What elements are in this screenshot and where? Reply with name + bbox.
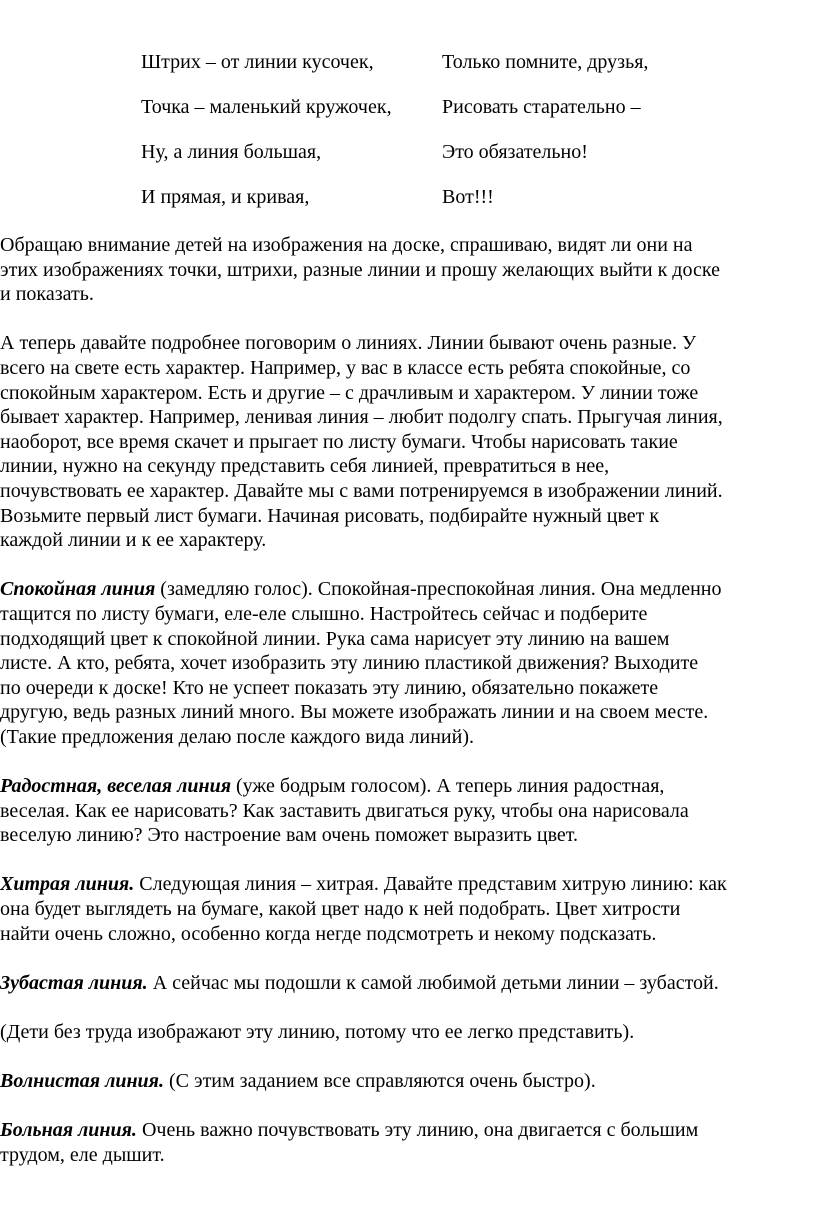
paragraph-line (0, 872, 816, 897)
paragraph-first-line-text: Следующая линия – хитрая. Давайте представим хитрую линию: как (134, 873, 727, 896)
poem-line-left: И прямая, и кривая, (141, 186, 310, 208)
poem-line-right: Это обязательно! (442, 141, 588, 163)
poem-line-right: Рисовать старательно – (442, 96, 641, 118)
paragraph-line: она будет выглядеть на бумаге, какой цвет надо к ней подобрать. Цвет хитрости (0, 898, 681, 921)
body-text (0, 233, 816, 1192)
poem-row (141, 52, 701, 97)
paragraph-first-line-text: (уже бодрым голосом). А теперь линия радостная, (231, 775, 665, 798)
paragraph (0, 774, 816, 848)
paragraph-line: по очереди к доске! Кто не успеет показать эту линию, обязательно покажете (0, 676, 659, 699)
paragraph-line (0, 971, 816, 996)
paragraph-line: спокойным характером. Есть и другие – с драчливым и характером. У линии тоже (0, 381, 699, 404)
paragraph (0, 233, 816, 307)
paragraph-first-line-text: (замедляю голос). Спокойная-преспокойная линия. Она медленно (155, 578, 722, 601)
paragraph-line: найти очень сложно, особенно когда негде подсмотреть и некому подсказать. (0, 922, 657, 945)
paragraph (0, 1069, 816, 1094)
paragraph (0, 577, 816, 749)
paragraph-lead-term: Радостная, веселая линия (0, 775, 231, 798)
paragraph-line: всего на свете есть характер. Например, у вас в классе есть ребята спокойные, со (0, 356, 691, 379)
paragraph-line: наоборот, все время скачет и прыгает по листу бумаги. Чтобы нарисовать такие (0, 430, 678, 453)
paragraph-first-line-text: Очень важно почувствовать эту линию, она двигается с большим (136, 1119, 699, 1142)
paragraph-line: каждой линии и к ее характеру. (0, 529, 267, 552)
paragraph-lead-term: Спокойная линия (0, 578, 156, 601)
paragraph-line: подходящий цвет к спокойной линии. Рука сама нарисует эту линию на вашем (0, 627, 670, 650)
paragraph-line: листе. А кто, ребята, хочет изобразить эту линию пластикой движения? Выходите (0, 652, 699, 675)
paragraph-line: линии, нужно на секунду представить себя линией, превратиться в нее, (0, 455, 610, 478)
paragraph-lead-term: Волнистая линия. (0, 1070, 164, 1093)
paragraph-line: бывает характер. Например, ленивая линия – любит подолгу спать. Прыгучая линия, (0, 406, 723, 429)
paragraph-line (0, 1118, 816, 1143)
poem-line-left: Ну, а линия большая, (141, 141, 322, 163)
paragraph (0, 872, 816, 946)
poem-line-left: Штрих – от линии кусочек, (141, 51, 374, 73)
paragraph-line: тащится по листу бумаги, еле-еле слышно. Настройтесь сейчас и подберите (0, 602, 648, 625)
poem-row (141, 187, 701, 232)
paragraph-line: веселую линию? Это настроение вам очень поможет выразить цвет. (0, 824, 579, 847)
poem-line-right: Только помните, друзья, (442, 51, 649, 73)
paragraph-line: другую, ведь разных линий много. Вы можете изображать линии и на своем месте. (0, 701, 709, 724)
paragraph (0, 1020, 816, 1045)
paragraph-first-line-text: (С этим заданием все справляются очень быстро). (163, 1070, 596, 1093)
paragraph-line: А теперь давайте подробнее поговорим о линиях. Линии бывают очень разные. У (0, 332, 697, 355)
poem-line-left: Точка – маленький кружочек, (141, 96, 392, 118)
paragraph (0, 331, 816, 552)
paragraph-lead-term: Больная линия. (0, 1119, 137, 1142)
paragraph-first-line-text: А сейчас мы подошли к самой любимой детьми линии – зубастой. (147, 971, 719, 994)
poem-row (141, 97, 701, 142)
poem-row (141, 142, 701, 187)
paragraph-lead-term: Хитрая линия. (0, 873, 135, 896)
paragraph-line: (Такие предложения делаю после каждого вида линий). (0, 725, 474, 748)
paragraph-lead-term: Зубастая линия. (0, 971, 148, 994)
paragraph-line (0, 577, 816, 602)
paragraph-line: Обращаю внимание детей на изображения на доске, спрашиваю, видят ли они на (0, 234, 693, 256)
paragraph-line: веселая. Как ее нарисовать? Как заставить двигаться руку, чтобы она нарисовала (0, 799, 689, 822)
paragraph-line: почувствовать ее характер. Давайте мы с вами потренируемся в изображении линий. (0, 479, 723, 502)
paragraph-line: (Дети без труда изображают эту линию, потому что ее легко представить). (0, 1021, 635, 1043)
poem-line-right: Вот!!! (442, 186, 494, 208)
paragraph-line: и показать. (0, 283, 94, 306)
paragraph-line: этих изображениях точки, штрихи, разные линии и прошу желающих выйти к доске (0, 258, 720, 281)
paragraph (0, 1118, 816, 1167)
paragraph (0, 971, 816, 996)
paragraph-line (0, 774, 816, 799)
paragraph-line: Возьмите первый лист бумаги. Начиная рисовать, подбирайте нужный цвет к (0, 504, 660, 527)
paragraph-line: трудом, еле дышит. (0, 1143, 165, 1166)
paragraph-line (0, 1069, 816, 1094)
poem (141, 52, 701, 232)
